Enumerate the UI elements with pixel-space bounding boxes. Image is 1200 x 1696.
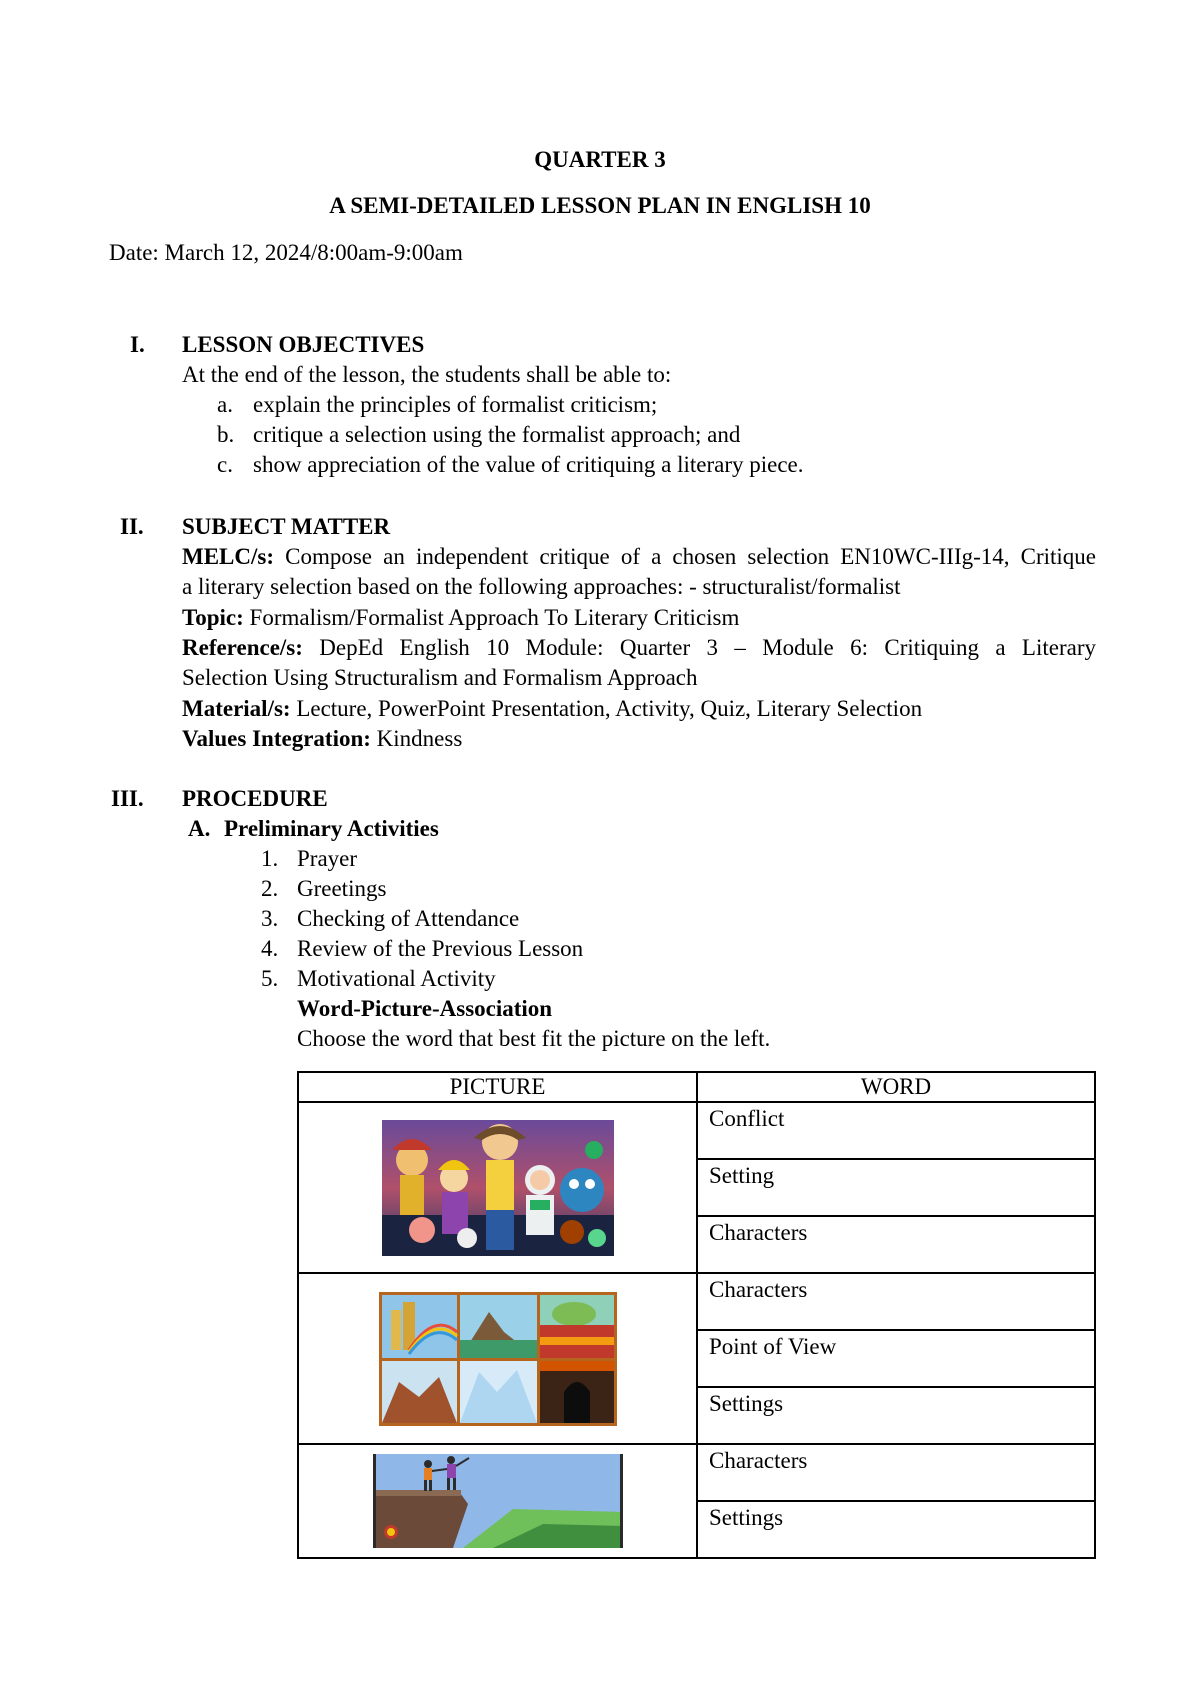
objective-marker: c. <box>217 452 233 477</box>
word-picture-table <box>297 1071 1096 1559</box>
subsection-heading: Preliminary Activities <box>224 816 439 841</box>
step-marker: 1. <box>261 846 279 871</box>
word-cell: Settings <box>697 1501 1095 1558</box>
section3-heading: PROCEDURE <box>182 786 328 811</box>
material-line <box>182 694 922 724</box>
date-line: Date: March 12, 2024/8:00am-9:00am <box>109 240 463 265</box>
word-cell: Setting <box>697 1159 1095 1216</box>
subsection-marker: A. <box>188 816 211 841</box>
step-marker: 3. <box>261 906 279 931</box>
picture-cell <box>298 1273 697 1444</box>
reference-line-2: Selection Using Structuralism and Formalism Approach <box>182 665 698 690</box>
reference-text-1: DepEd English 10 Module: Quarter 3 – Module 6: Critiquing a Literary <box>319 635 1096 660</box>
section2-heading: SUBJECT MATTER <box>182 514 391 539</box>
topic-label: Topic: <box>182 605 244 630</box>
objectives-intro: At the end of the lesson, the students shall be able to: <box>182 362 672 387</box>
reference-line-1 <box>182 633 1096 663</box>
objective-marker: b. <box>217 422 235 447</box>
values-line <box>182 724 462 754</box>
topic-line <box>182 603 739 633</box>
section1-heading: LESSON OBJECTIVES <box>182 332 425 357</box>
melc-label: MELC/s: <box>182 544 274 569</box>
step-item: Prayer <box>297 846 358 871</box>
values-value: Kindness <box>376 726 463 751</box>
picture-column-header: PICTURE <box>298 1072 697 1102</box>
word-cell: Conflict <box>697 1102 1095 1159</box>
step-marker: 2. <box>261 876 279 901</box>
step-item: Motivational Activity <box>297 966 496 991</box>
two-people-on-cliff-image <box>373 1454 623 1548</box>
picture-cell <box>298 1444 697 1558</box>
step-marker: 5. <box>261 966 279 991</box>
material-value: Lecture, PowerPoint Presentation, Activity, Quiz, Literary Selection <box>296 696 923 721</box>
document-title: A SEMI-DETAILED LESSON PLAN IN ENGLISH 10 <box>329 193 871 218</box>
melc-line-2: a literary selection based on the following approaches: - structuralist/formalist <box>182 574 901 599</box>
objective-item: explain the principles of formalist criticism; <box>253 392 658 417</box>
values-label: Values Integration: <box>182 726 371 751</box>
melc-text-1: Compose an independent critique of a chosen selection EN10WC-IIIg-14, Critique <box>285 544 1097 569</box>
reference-label: Reference/s: <box>182 635 303 660</box>
activity-title: Word-Picture-Association <box>297 996 553 1021</box>
table-header-row <box>298 1072 1095 1102</box>
quarter-heading: QUARTER 3 <box>534 147 666 172</box>
table-row <box>298 1444 1095 1501</box>
step-item: Checking of Attendance <box>297 906 520 931</box>
melc-line-1 <box>182 542 1096 572</box>
word-column-header: WORD <box>697 1072 1095 1102</box>
step-marker: 4. <box>261 936 279 961</box>
objective-item: critique a selection using the formalist approach; and <box>253 422 741 447</box>
table-row <box>298 1273 1095 1330</box>
material-label: Material/s: <box>182 696 291 721</box>
picture-cell <box>298 1102 697 1273</box>
toy-story-characters-image <box>382 1120 614 1256</box>
word-cell: Settings <box>697 1387 1095 1444</box>
table-row <box>298 1102 1095 1159</box>
objective-marker: a. <box>217 392 233 417</box>
topic-value: Formalism/Formalist Approach To Literary Criticism <box>249 605 740 630</box>
word-cell: Point of View <box>697 1330 1095 1387</box>
activity-instruction: Choose the word that best fit the picture on the left. <box>297 1026 771 1051</box>
objective-item: show appreciation of the value of critiquing a literary piece. <box>253 452 804 477</box>
fantasy-landscapes-collage-image <box>379 1292 617 1426</box>
step-item: Review of the Previous Lesson <box>297 936 584 961</box>
section2-numeral: II. <box>120 514 144 539</box>
word-cell: Characters <box>697 1216 1095 1273</box>
word-cell: Characters <box>697 1273 1095 1330</box>
section3-numeral: III. <box>111 786 144 811</box>
step-item: Greetings <box>297 876 387 901</box>
word-cell: Characters <box>697 1444 1095 1501</box>
section1-numeral: I. <box>130 332 145 357</box>
